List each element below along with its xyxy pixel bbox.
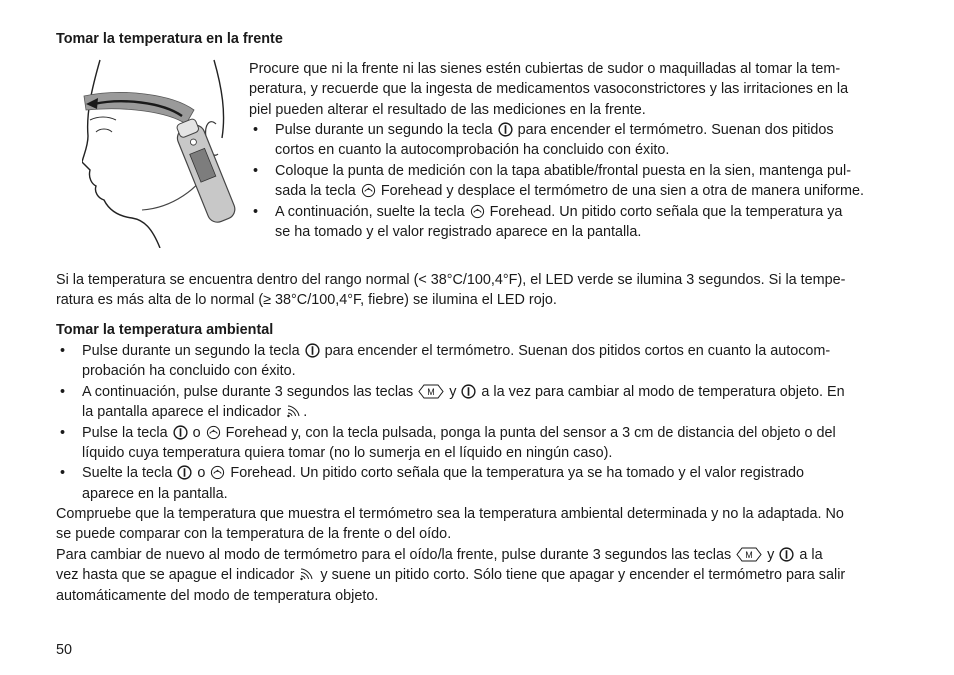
power-button-icon bbox=[173, 425, 188, 440]
power-button-icon bbox=[779, 547, 794, 562]
list-item: • A continuación, suelte la tecla Forehead. Un pitido corto señala que la temperatura ya se ha tomado y el valor registrado aparece en la pantalla. bbox=[249, 202, 929, 243]
power-button-icon bbox=[498, 122, 513, 137]
list-item: • A continuación, pulse durante 3 segundos las teclas M y a la vez para cambiar al modo de temperatura objeto. En la pantalla aparece el indicador . bbox=[56, 382, 916, 423]
mode-button-label: M bbox=[745, 550, 753, 560]
led-note-paragraph: Si la temperatura se encuentra dentro del rango normal (< 38°C/100,4°F), el LED verde se ilumina 3 segundos. Si la tempe- ratura es más alta de lo normal (≥ 38°C/100,4°F, fiebre) se ilumina el LED rojo. bbox=[56, 272, 846, 309]
ambient-note-paragraph: Compruebe que la temperatura que muestra el termómetro sea la temperatura ambiental determinada y no la adaptada. No se puede comparar con la temperatura de la frente o del oído. bbox=[56, 506, 844, 543]
forehead-measurement-illustration bbox=[82, 58, 242, 248]
section-title-forehead: Tomar la temperatura en la frente bbox=[56, 31, 283, 47]
forehead-button-icon bbox=[470, 204, 485, 219]
object-mode-indicator-icon bbox=[286, 404, 302, 418]
forehead-button-icon bbox=[210, 465, 225, 480]
list-item: • Coloque la punta de medición con la tapa abatible/frontal puesta en la sien, mantenga pul- sada la tecla Forehead y desplace el termómetro de una sien a otra de manera uniforme. bbox=[249, 161, 929, 202]
mode-button-icon bbox=[736, 547, 762, 562]
mode-button-icon bbox=[418, 384, 444, 399]
list-item: • Pulse durante un segundo la tecla para encender el termómetro. Suenan dos pitidos cortos en cuanto la autocomprobación ha concluido con éxito. bbox=[249, 120, 929, 161]
mode-button-label: M bbox=[427, 386, 435, 397]
section-title-ambient: Tomar la temperatura ambiental bbox=[56, 322, 274, 338]
forehead-intro-paragraph bbox=[249, 59, 848, 120]
forehead-steps-list bbox=[249, 120, 929, 242]
forehead-button-icon bbox=[206, 425, 221, 440]
forehead-button-icon bbox=[361, 183, 376, 198]
ambient-steps-list bbox=[56, 341, 916, 504]
text-line: piel pueden alterar el resultado de las mediciones en la frente. bbox=[249, 101, 646, 118]
object-mode-indicator-icon bbox=[299, 567, 315, 581]
list-item: • Suelte la tecla o Forehead. Un pitido corto señala que la temperatura ya se ha tomado y el valor registrado aparece en la pantalla. bbox=[56, 463, 916, 504]
text-line: peratura, y recuerde que la ingesta de medicamentos vasoconstrictores y las irritaciones en la bbox=[249, 81, 849, 98]
list-item: • Pulse durante un segundo la tecla para encender el termómetro. Suenan dos pitidos cortos en cuanto la autocom- probación ha concluido con éxito. bbox=[56, 341, 916, 382]
page-number: 50 bbox=[56, 642, 73, 658]
text-line: Procure que ni la frente ni las sienes estén cubiertas de sudor o maquilladas al tomar la tem- bbox=[249, 61, 841, 77]
power-button-icon bbox=[461, 384, 476, 399]
power-button-icon bbox=[305, 343, 320, 358]
list-item: • Pulse la tecla o Forehead y, con la tecla pulsada, ponga la punta del sensor a 3 cm de distancia del objeto o del líquido cuya temperatura quiera tomar (no lo sumerja en el líquido en ningún caso). bbox=[56, 423, 916, 464]
power-button-icon bbox=[177, 465, 192, 480]
mode-switch-paragraph: Para cambiar de nuevo al modo de termómetro para el oído/la frente, pulse durante 3 segundos las teclas M y a la vez hasta que se apague el indicador y suene un pitido corto. Sólo tiene que apagar y encender el termómetro para salir automáticamente del modo de temperatura objeto. bbox=[56, 547, 846, 604]
